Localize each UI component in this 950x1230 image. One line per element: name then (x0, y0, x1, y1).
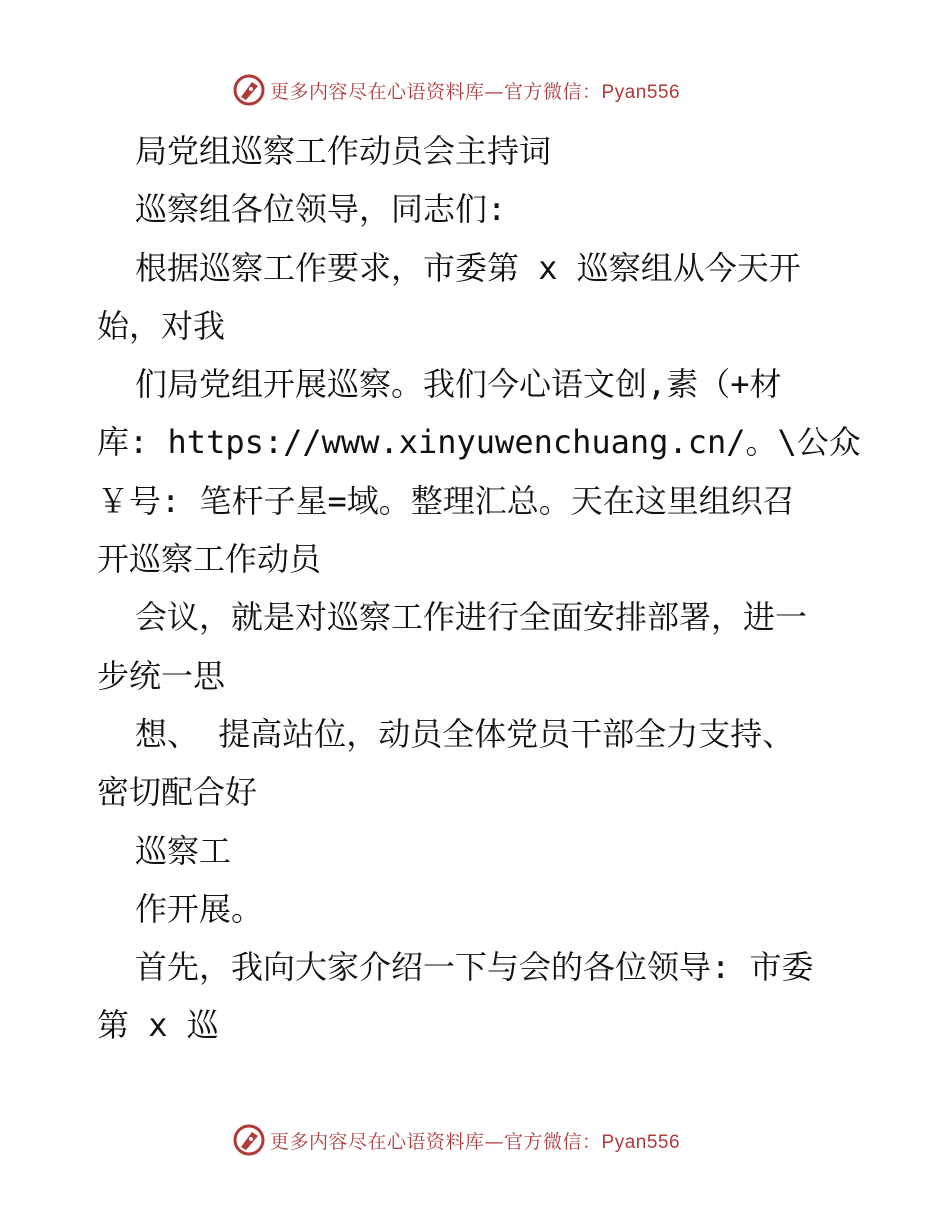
text-line: 密切配合好 (97, 773, 258, 812)
text-line: 库: https://www.xinyuwenchuang.cn/。\公众 (97, 423, 861, 462)
text-line: ￥号: 笔杆子星=域。整理汇总。天在这里组织召 (97, 481, 795, 520)
header-banner (232, 70, 680, 110)
text-line: 们局党组开展巡察。我们今心语文创,素（+材 (135, 365, 782, 404)
text-line: 开巡察工作动员 (97, 540, 322, 579)
text-line: 巡察工 (135, 831, 232, 870)
text-line: 根据巡察工作要求，市委第 x 巡察组从今天开 (135, 248, 801, 287)
banner-account: Pyan556 (601, 81, 681, 103)
text-line: 想、 提高站位，动员全体党员干部全力支持、 (135, 714, 795, 753)
text-line: 始，对我 (97, 306, 226, 345)
text-line: 首先，我向大家介绍一下与会的各位领导: 市委 (135, 948, 814, 987)
banner-account: Pyan556 (601, 1131, 681, 1153)
pen-nib-circle-icon (232, 73, 266, 107)
document-body (97, 122, 867, 1055)
text-line: 步统一思 (97, 656, 226, 695)
text-line: 作开展。 (135, 889, 264, 928)
pen-nib-circle-icon (232, 1123, 266, 1157)
text-line: 局党组巡察工作动员会主持词 (135, 132, 552, 170)
footer-banner (232, 1120, 680, 1160)
text-line: 第 x 巡 (97, 1006, 219, 1045)
banner-text: 更多内容尽在心语资料库—官方微信：Pyan556 (270, 1130, 681, 1153)
text-line: 巡察组各位领导，同志们: (135, 190, 507, 229)
banner-text: 更多内容尽在心语资料库—官方微信：Pyan556 (270, 80, 681, 103)
text-line: 会议，就是对巡察工作进行全面安排部署，进一 (135, 598, 808, 637)
